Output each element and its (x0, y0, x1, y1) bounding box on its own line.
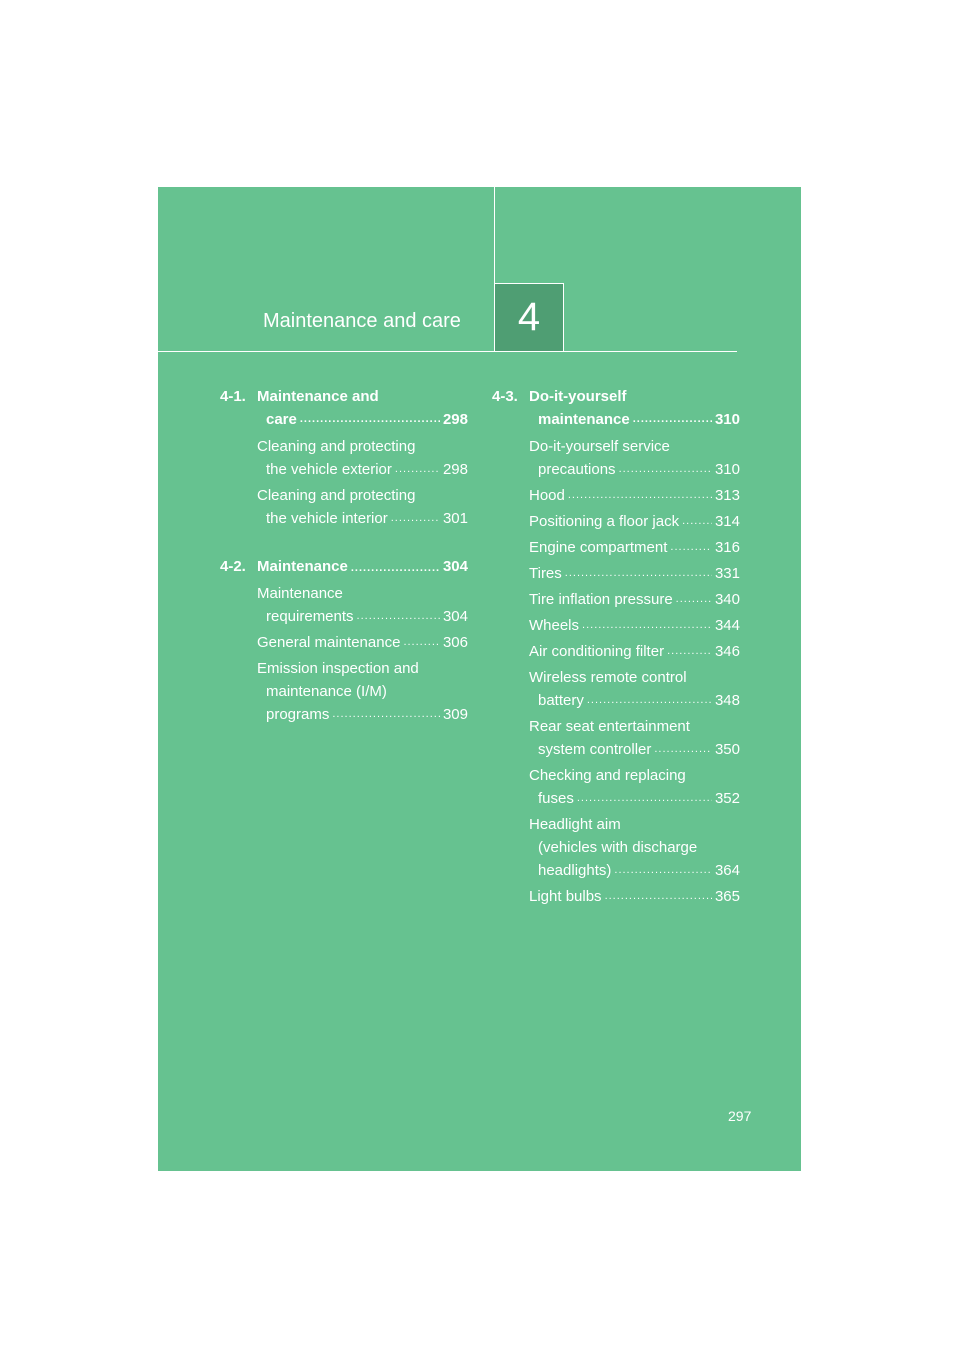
entry-title-cont: the vehicle exterior (266, 461, 392, 478)
toc-column-left (220, 385, 468, 729)
entry-title-cont: headlights) (538, 862, 612, 879)
section-title-line1: Do-it-yourself (529, 388, 627, 405)
entry-title: General maintenance (257, 634, 401, 651)
entry-title: Maintenance (257, 585, 343, 602)
chapter-number-box (494, 283, 564, 352)
toc-entry[interactable] (257, 582, 468, 628)
leader-dots (577, 785, 712, 810)
chapter-title: Maintenance and care (263, 310, 461, 332)
entry-title: Emission inspection and (257, 660, 419, 677)
section-number: 4-1. (220, 388, 246, 405)
toc-entry[interactable] (529, 813, 740, 882)
toc-entry[interactable] (529, 640, 740, 663)
toc-entry[interactable] (257, 435, 468, 481)
leader-dots (391, 505, 440, 530)
section-number: 4-2. (220, 558, 246, 575)
page-number: 297 (728, 1108, 752, 1124)
entry-title-cont: fuses (538, 790, 574, 807)
section-title-line2: care (266, 411, 297, 428)
toc-entry[interactable] (529, 536, 740, 559)
entry-title-cont: maintenance (I/M) (266, 683, 387, 700)
entry-title-cont: (vehicles with discharge (538, 839, 698, 856)
entry-title: Tires (529, 565, 562, 582)
entry-title: Wheels (529, 617, 580, 634)
toc-section-4-3[interactable] (492, 385, 740, 431)
entry-title: Wireless remote control (529, 669, 687, 686)
entry-title: Engine compartment (529, 539, 668, 556)
chapter-number: 4 (517, 295, 541, 339)
entry-title: Positioning a floor jack (529, 513, 680, 530)
leader-dots (568, 482, 712, 507)
toc-column-right (492, 385, 740, 911)
entry-title: Do-it-yourself service (529, 438, 670, 455)
entry-page: 346 (714, 643, 740, 660)
section-page: 298 (442, 411, 468, 428)
entry-page: 310 (714, 461, 740, 478)
entry-page: 350 (714, 741, 740, 758)
entry-page: 309 (442, 706, 468, 723)
entry-title: Checking and replacing (529, 767, 686, 784)
leader-dots (300, 406, 440, 431)
entry-title-cont: requirements (266, 608, 354, 625)
entry-title-cont: battery (538, 692, 584, 709)
leader-dots (332, 701, 440, 726)
entry-page: 365 (714, 888, 740, 905)
entry-page: 340 (714, 591, 740, 608)
leader-dots (654, 736, 712, 761)
entry-page: 306 (442, 634, 468, 651)
toc-entry[interactable] (257, 657, 468, 726)
section-title-line2: maintenance (538, 411, 630, 428)
entry-page: 304 (442, 608, 468, 625)
entry-title-cont: precautions (538, 461, 616, 478)
entry-title: Headlight aim (529, 816, 621, 833)
leader-dots (357, 603, 440, 628)
toc-entry[interactable] (529, 588, 740, 611)
entry-title: Cleaning and protecting (257, 487, 416, 504)
leader-dots (587, 687, 712, 712)
entry-page: 331 (714, 565, 740, 582)
entry-title-cont: the vehicle interior (266, 510, 388, 527)
leader-dots (605, 883, 712, 908)
leader-dots (395, 456, 440, 481)
toc-entry[interactable] (529, 666, 740, 712)
leader-dots (682, 508, 712, 533)
toc-entry[interactable] (257, 484, 468, 530)
section-title-line1: Maintenance and (257, 388, 379, 405)
entry-page: 316 (714, 539, 740, 556)
leader-dots (670, 534, 712, 559)
entry-page: 344 (714, 617, 740, 634)
toc-section-4-2[interactable] (220, 555, 468, 578)
section-page: 310 (714, 411, 740, 428)
entry-page: 313 (714, 487, 740, 504)
entry-page: 352 (714, 790, 740, 807)
section-number: 4-3. (492, 388, 518, 405)
leader-dots (667, 638, 712, 663)
entry-page: 314 (714, 513, 740, 530)
divider-horizontal (158, 351, 737, 352)
entry-title: Air conditioning filter (529, 643, 665, 660)
entry-page: 364 (714, 862, 740, 879)
leader-dots (633, 406, 712, 431)
leader-dots (403, 629, 440, 654)
entry-page: 298 (442, 461, 468, 478)
leader-dots (351, 555, 440, 578)
leader-dots (582, 612, 712, 637)
entry-title: Rear seat entertainment (529, 718, 690, 735)
toc-entry[interactable] (529, 715, 740, 761)
entry-page: 348 (714, 692, 740, 709)
leader-dots (619, 456, 712, 481)
entry-title-cont: system controller (538, 741, 652, 758)
leader-dots (614, 857, 712, 882)
entry-page: 301 (442, 510, 468, 527)
entry-title-cont: programs (266, 706, 330, 723)
entry-title: Cleaning and protecting (257, 438, 416, 455)
section-title-line1: Maintenance (257, 558, 348, 575)
section-page: 304 (442, 558, 468, 575)
entry-title: Hood (529, 487, 565, 504)
toc-entry[interactable] (529, 764, 740, 810)
leader-dots (565, 560, 712, 585)
toc-entry[interactable] (529, 562, 740, 585)
toc-section-4-1[interactable] (220, 385, 468, 431)
toc-entry[interactable] (529, 484, 740, 507)
toc-entry[interactable] (257, 631, 468, 654)
toc-entry[interactable] (529, 510, 740, 533)
entry-title: Tire inflation pressure (529, 591, 673, 608)
toc-entry[interactable] (529, 435, 740, 481)
entry-title: Light bulbs (529, 888, 602, 905)
toc-entry[interactable] (529, 885, 740, 908)
toc-entry[interactable] (529, 614, 740, 637)
leader-dots (676, 586, 712, 611)
